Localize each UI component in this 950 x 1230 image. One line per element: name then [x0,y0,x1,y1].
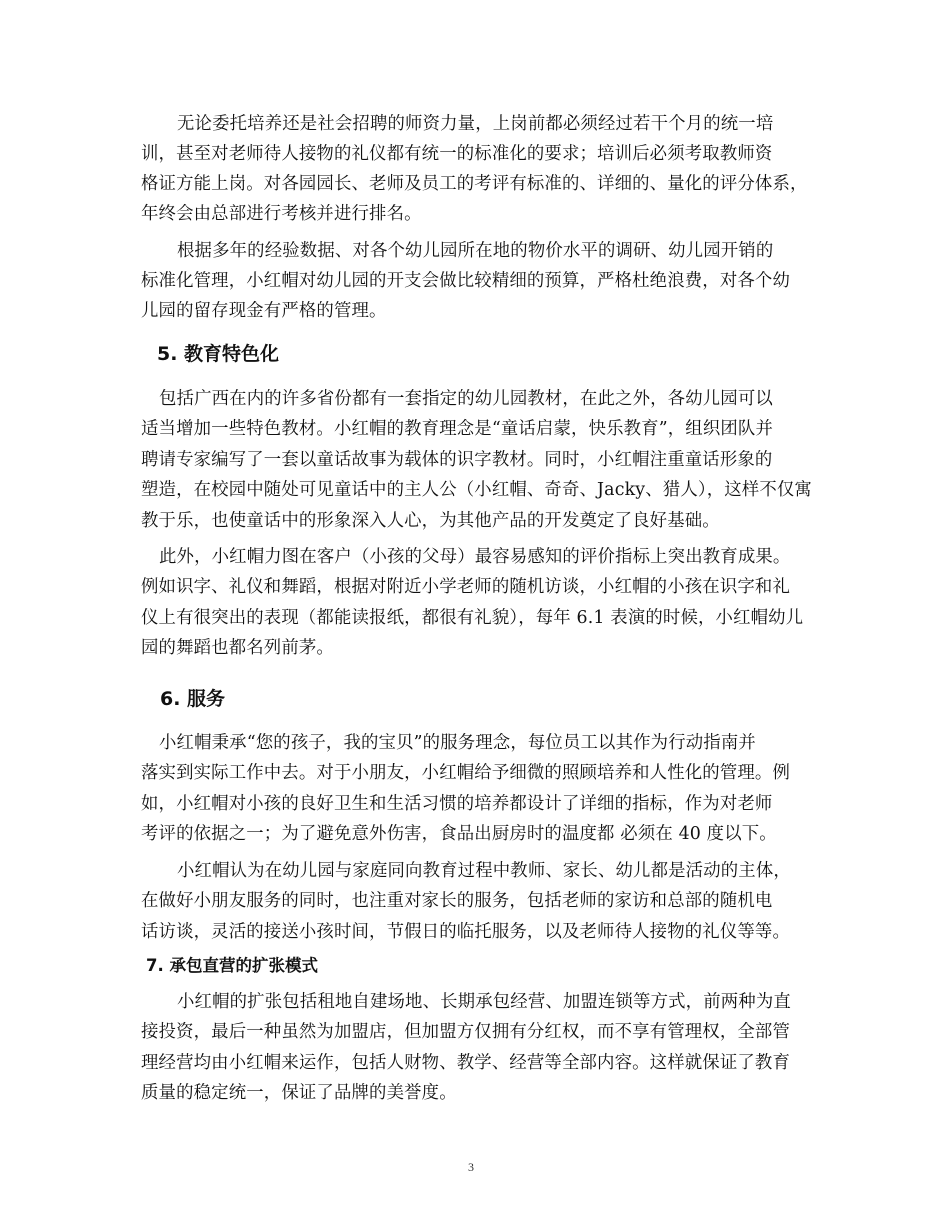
text-line: 小红帽的扩张包括租地自建场地、长期承包经营、加盟连锁等方式，前两种为直 [177,992,791,1012]
text-line: 适当增加一些特色教材。小红帽的教育理念是“童话启蒙，快乐教育”，组织团队并 [141,419,774,439]
text-line: 园的舞蹈也都名列前茅。 [141,638,334,658]
text-line: 此外，小红帽力图在客户（小孩的父母）最容易感知的评价指标上突出教育成果。 [159,547,791,567]
text-line: 落实到实际工作中去。对于小朋友，小红帽给予细微的照顾培养和人性化的管理。例 [141,763,791,783]
text-line: 塑造，在校园中随处可见童话中的主人公（小红帽、奇奇、Jacky、猎人），这样不仅寓 [141,480,812,500]
text-line: 话访谈，灵活的接送小孩时间，节假日的临托服务，以及老师待人接物的礼仪等等。 [141,922,791,942]
text-line: 年终会由总部进行考核并进行排名。 [141,204,422,224]
section-heading-5: 5. 教育特色化 [157,343,280,365]
text-line: 小红帽认为在幼儿园与家庭同向教育过程中教师、家长、幼儿都是活动的主体， [177,861,791,881]
text-line: 质量的稳定统一，保证了品牌的美誉度。 [141,1083,457,1103]
text-line: 小红帽秉承“您的孩子，我的宝贝”的服务理念，每位员工以其作为行动指南并 [159,733,756,753]
page-number: 3 [468,1160,474,1174]
text-line: 聘请专家编写了一套以童话故事为载体的识字教材。同时，小红帽注重童话形象的 [141,450,773,470]
text-line: 无论委托培养还是社会招聘的师资力量，上岗前都必须经过若干个月的统一培 [177,114,774,134]
text-line: 理经营均由小红帽来运作，包括人财物、教学、经营等全部内容。这样就保证了教育 [141,1053,791,1073]
text-line: 考评的依据之一；为了避免意外伤害，食品出厨房时的温度都 必须在 40 度以下。 [141,824,777,844]
text-line: 仪上有很突出的表现（都能读报纸，都很有礼貌），每年 6.1 表演的时候，小红帽幼儿 [141,608,804,628]
section-heading-6: 6. 服务 [160,688,226,710]
text-line: 格证方能上岗。对各园园长、老师及员工的考评有标准的、详细的、量化的评分体系， [141,174,808,194]
text-line: 训，甚至对老师待人接物的礼仪都有统一的标准化的要求；培训后必须考取教师资 [141,144,773,164]
text-line: 接投资，最后一种虽然为加盟店，但加盟方仅拥有分红权，而不享有管理权，全部管 [141,1022,791,1042]
text-line: 儿园的留存现金有严格的管理。 [141,301,387,321]
text-line: 包括广西在内的许多省份都有一套指定的幼儿园教材，在此之外，各幼儿园可以 [159,389,773,409]
text-line: 在做好小朋友服务的同时，也注重对家长的服务，包括老师的家访和总部的随机电 [141,891,773,911]
text-line: 根据多年的经验数据、对各个幼儿园所在地的物价水平的调研、幼儿园开销的 [177,241,774,261]
text-line: 标准化管理，小红帽对幼儿园的开支会做比较精细的预算，严格杜绝浪费，对各个幼 [141,271,791,291]
text-line: 教于乐，也使童话中的形象深入人心，为其他产品的开发奠定了良好基础。 [141,511,720,531]
section-heading-7: 7. 承包直营的扩张模式 [146,956,318,975]
text-line: 如，小红帽对小孩的良好卫生和生活习惯的培养都设计了详细的指标，作为对老师 [141,794,773,814]
text-line: 例如识字、礼仪和舞蹈，根据对附近小学老师的随机访谈，小红帽的小孩在识字和礼 [141,577,791,597]
